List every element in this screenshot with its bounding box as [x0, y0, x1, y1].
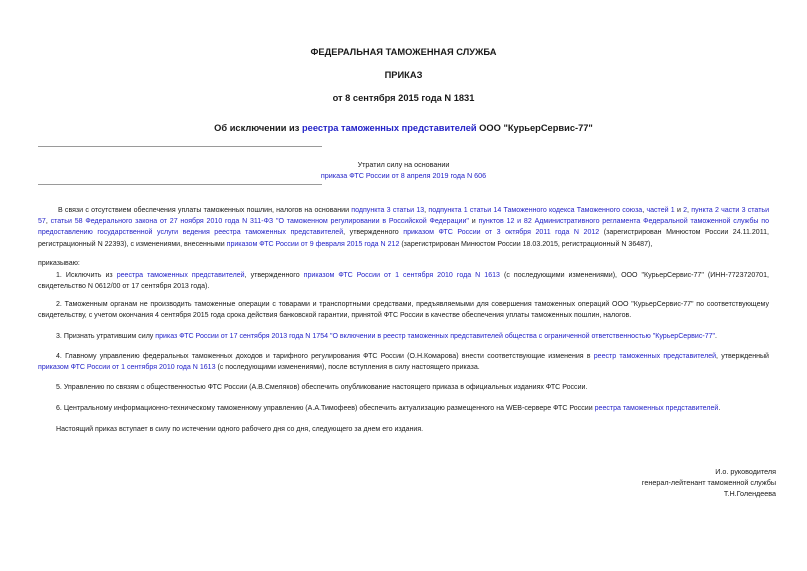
lost-force-text: Утратил силу на основании	[357, 160, 450, 169]
item-text: 5. Управлению по связям с общественностью ФТС России (А.В.Смеляков) обеспечить опубликование настоящего приказа в официальных изданиях ФТС России.	[56, 384, 588, 391]
item-link[interactable]: реестр таможенных представителей	[593, 353, 717, 360]
item-2	[38, 299, 769, 321]
item-text: (с последующими изменениями), ООО "КурьерСервис-77" (ИНН-7723720701, свидетельство N 0612/00 от 17 сентября 2013 года).	[38, 272, 769, 291]
lost-force-note	[260, 159, 547, 181]
preamble-link[interactable]: статьи 58 Федерального закона от 27 ноября 2010 года N 311-ФЗ "О таможенном регулировании в Российской Федерации"	[50, 218, 469, 226]
item-6	[38, 403, 769, 414]
preamble-text: ,	[424, 207, 429, 214]
preamble-link[interactable]: пункта 2 части 3 статьи 57	[38, 207, 770, 226]
preamble-text: ,	[45, 218, 51, 226]
title-registry-link[interactable]: реестра таможенных представителей	[301, 123, 477, 133]
item-4	[38, 351, 769, 373]
title-text-post: ООО "КурьерСервис-77"	[476, 123, 593, 133]
preamble-text: ,	[687, 207, 692, 214]
preamble-text: В связи с отсутствием обеспечения уплаты таможенных пошлин, налогов на основании	[58, 207, 352, 214]
divider-bottom	[38, 184, 322, 185]
signature-rank: генерал-лейтенант таможенной службы	[641, 478, 776, 487]
preamble-link[interactable]: приказом ФТС России от 3 октября 2011 года N 2012	[403, 229, 600, 237]
preamble-link[interactable]: приказом ФТС России от 9 февраля 2015 года N 212	[226, 240, 400, 248]
item-link[interactable]: приказом ФТС России от 1 сентября 2010 года N 1613	[303, 272, 500, 279]
item-text: .	[718, 405, 721, 412]
item-text: 2. Таможенным органам не производить таможенные операции с товарами и транспортными средствами, предъявляемыми для совершения таможенных операций ООО "КурьерСервис-77" по соответствующему свидетельству, с учетом окончания 4 сентября 2015 года срока действия банковской гарантии, принятой ФТС России в качестве обеспечения уплаты таможенных пошлин, налогов.	[38, 301, 769, 320]
item-3	[38, 331, 769, 342]
divider-top	[38, 146, 322, 147]
item-text: 3. Признать утратившим силу	[56, 333, 156, 340]
preamble-link[interactable]: 2	[683, 207, 688, 214]
preamble-text: ,	[642, 207, 647, 214]
item-1	[38, 270, 769, 292]
preamble-text: и	[468, 218, 479, 226]
document-date-number: от 8 сентября 2015 года N 1831	[332, 93, 475, 103]
order-word: приказываю:	[38, 260, 80, 267]
preamble-text: (зарегистрирован Минюстом России 24.11.2011, регистрационный N 22393), с изменениями, внесенными	[38, 229, 769, 248]
item-text: 4. Главному управлению федеральных таможенных доходов и тарифного регулирования ФТС России (О.Н.Комарова) внести соответствующие изменения в	[56, 353, 594, 360]
item-text: (с последующими изменениями), после вступления в силу настоящего приказа.	[215, 364, 480, 372]
document-title	[0, 123, 807, 133]
item-link[interactable]: приказ ФТС России от 17 сентября 2013 года N 1754 "О включении в реестр таможенных представителей общества с ограниченной ответственностью "КурьерСервис-77"	[155, 333, 716, 340]
item-link[interactable]: приказом ФТС России от 1 сентября 2010 года N 1613	[38, 364, 216, 372]
item-link[interactable]: реестра таможенных представителей	[116, 272, 245, 279]
agency-heading: ФЕДЕРАЛЬНАЯ ТАМОЖЕННАЯ СЛУЖБА	[310, 47, 497, 57]
signature-block	[642, 466, 776, 499]
item-link[interactable]: реестра таможенных представителей	[594, 405, 719, 412]
item-text: .	[715, 333, 718, 340]
preamble-link[interactable]: пунктов 12 и 82 Административного регламента Федеральной таможенной службы по предоставлению государственной услуги ведения реестра таможенных представителей	[38, 218, 769, 237]
signature-position: И.о. руководителя	[715, 467, 776, 476]
preamble-text: (зарегистрирован Минюстом России 18.03.2015, регистрационный N 36487),	[399, 240, 653, 248]
closing-paragraph: Настоящий приказ вступает в силу по истечении одного рабочего дня со дня, следующего за днем его издания.	[56, 426, 424, 433]
item-text: 6. Центральному информационно-техническому таможенному управлению (А.А.Тимофеев) обеспечить актуализацию размещенного на WEB-сервере ФТС России	[56, 405, 595, 412]
item-text: 1. Исключить из	[56, 272, 117, 279]
preamble-link[interactable]: подпункта 3 статьи 13	[351, 207, 425, 214]
document-type: ПРИКАЗ	[384, 70, 423, 80]
signature-name: Т.Н.Голендеева	[723, 489, 776, 498]
preamble-link[interactable]: подпункта 1 статьи 14 Таможенного кодекса Таможенного союза	[428, 207, 643, 214]
preamble-link[interactable]: частей 1	[646, 207, 675, 214]
preamble-text: , утвержденного	[343, 229, 404, 237]
title-text-pre: Об исключении из	[214, 123, 302, 133]
preamble-paragraph	[38, 205, 769, 250]
lost-force-link[interactable]: приказа ФТС России от 8 апреля 2019 года N 606	[320, 171, 487, 180]
item-text: , утвержденного	[244, 272, 304, 279]
item-text: , утвержденный	[716, 353, 769, 360]
preamble-text: и	[674, 207, 684, 214]
item-5	[38, 382, 769, 393]
